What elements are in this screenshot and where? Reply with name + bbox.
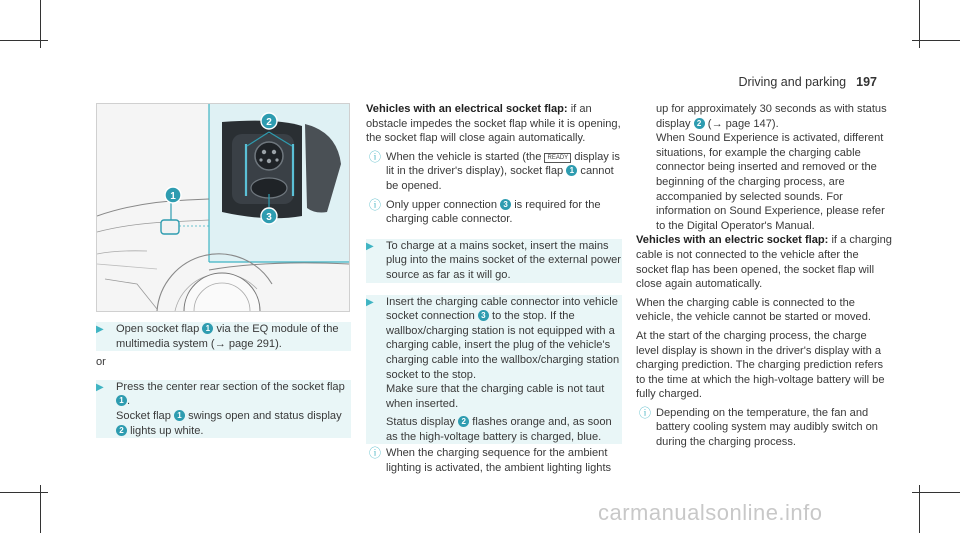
svg-text:3: 3 — [266, 212, 272, 223]
callout-3 — [261, 208, 277, 224]
ref-badge: 1 — [566, 165, 577, 176]
column-1 — [96, 322, 351, 438]
step-arrow-icon: ▶ — [96, 381, 104, 393]
section-title: Driving and parking — [738, 75, 847, 89]
note: ⓘ When the vehicle is started (the READY display is lit in the driver's display), socket flap 1 cannot be opened. — [369, 149, 620, 192]
ref-badge: 1 — [174, 410, 185, 421]
paragraph: up for approximately 30 seconds as with status display 2 (→ page 147). — [656, 103, 887, 130]
page-number: 197 — [856, 75, 877, 89]
paragraph: Vehicles with an electric socket flap: if a charging cable is not connected to the vehicle after the socket flap has been opened, the socket flap will close again automatically. — [636, 234, 892, 291]
page-link[interactable]: page 291). — [228, 337, 282, 350]
car-rear-drawing — [97, 104, 349, 311]
subheading: Vehicles with an electric socket flap: — [636, 234, 829, 247]
instruction-step: ▶ Open socket flap 1 via the EQ module of the multimedia system (→ page 291). — [96, 322, 351, 351]
info-icon: ⓘ — [369, 149, 382, 164]
paragraph: When Sound Experience is activated, different situations, for example the charging cable connector being inserted and removed or the beginning of the charging process, are accompanied by selected sounds. For information on Sound Experience, please refer to the Digital Operator's Manual. — [656, 132, 885, 232]
or-label: or — [96, 356, 106, 369]
crop-mark — [912, 40, 960, 41]
note: ⓘ Depending on the temperature, the fan and battery cooling system may audibly switch on during the charging process. — [639, 405, 878, 449]
instruction-step: ▶ Press the center rear section of the socket flap 1 . Socket flap 1 swings open and status display 2 lights up white. — [96, 380, 351, 438]
crop-mark — [0, 492, 48, 493]
socket-flap-illustration — [96, 103, 350, 312]
svg-text:1: 1 — [170, 191, 176, 202]
paragraph: When the charging cable is connected to the vehicle, the vehicle cannot be started or moved. — [636, 296, 871, 324]
step-arrow-icon: ▶ — [366, 240, 374, 252]
step-arrow-icon: ▶ — [366, 296, 374, 308]
paragraph: At the start of the charging process, the charge level display is shown in the driver's display with a charging prediction. The charging prediction refers to the time at which the high-voltage battery will be fully charged. — [636, 329, 885, 401]
callout-1 — [165, 187, 181, 203]
note: ⓘ Only upper connection 3 is required for the charging cable connector. — [369, 197, 601, 226]
crop-mark — [0, 40, 48, 41]
ref-badge: 1 — [202, 323, 213, 334]
step-arrow-icon: ▶ — [96, 324, 104, 335]
callout-2 — [261, 113, 277, 129]
instruction-step: ▶ To charge at a mains socket, insert the mains plug into the mains socket of the external power source as far as it will go. — [366, 239, 621, 281]
column-3 — [636, 102, 892, 450]
ref-badge: 3 — [500, 199, 511, 210]
ready-indicator-icon: READY — [544, 153, 571, 163]
page-header — [738, 75, 877, 89]
ref-badge: 2 — [116, 425, 127, 436]
column-2 — [366, 102, 622, 476]
svg-text:2: 2 — [266, 117, 272, 128]
xref-arrow-icon: → — [214, 337, 226, 350]
paragraph: Status display 2 flashes orange and, as soon as the high-voltage battery is charged, blue. — [386, 416, 612, 443]
subheading: Vehicles with an electrical socket flap: — [366, 103, 568, 115]
xref-arrow-icon: → — [711, 117, 723, 130]
ref-badge: 2 — [694, 118, 705, 129]
crop-mark — [912, 492, 960, 493]
note: ⓘ When the charging sequence for the ambient lighting is activated, the ambient lighting lights — [369, 446, 612, 475]
watermark: carmanualsonline.info — [598, 500, 823, 525]
paragraph: Vehicles with an electrical socket flap: if an obstacle impedes the socket flap while it is opening, the socket flap will close again automatically. — [366, 103, 621, 145]
ref-badge: 3 — [478, 310, 489, 321]
info-icon: ⓘ — [369, 197, 382, 212]
ref-badge: 2 — [458, 416, 469, 427]
page-link[interactable]: page 147). — [725, 117, 779, 130]
instruction-step: ▶ Insert the charging cable connector into vehicle socket connection 3 to the stop. If the wallbox/charging station is not equipped with a charging cable, insert the plug of the vehicle's charging cable into the wallbox/charging station socket to the stop. Make sure that the charging cable is not taut when inserted. Status display 2 flashes orange and, as soon as the high-voltage battery is charged, blue. — [366, 295, 622, 445]
info-icon: ⓘ — [639, 405, 652, 420]
ref-badge: 1 — [116, 395, 127, 406]
info-icon: ⓘ — [369, 446, 382, 461]
